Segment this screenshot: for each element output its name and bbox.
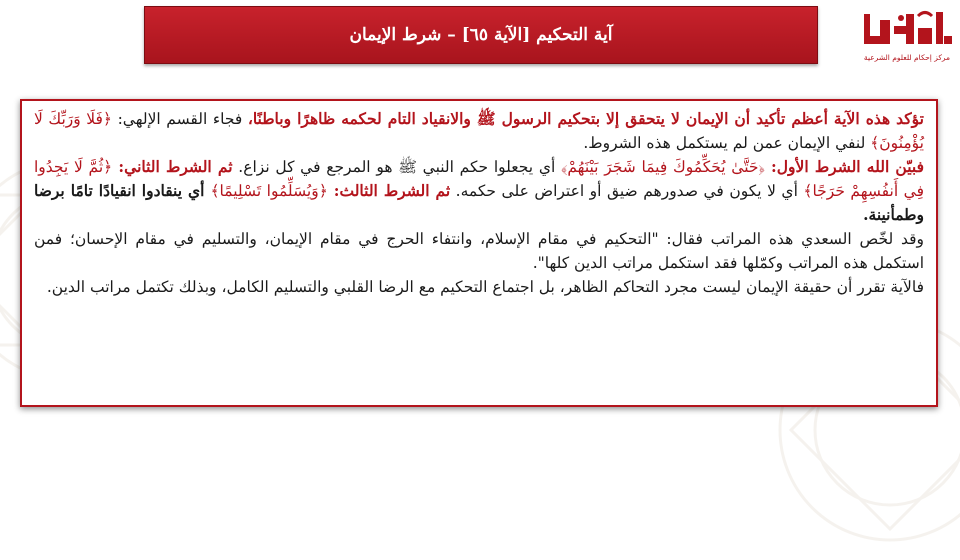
quran-verse-condition-2: ﴿ثُمَّ لَا يَجِدُوا فِي أَنفُسِهِمْ حَرَجًا﴾	[34, 158, 924, 200]
condition-3-text: أي ينقادوا انقيادًا تامًا برضا وطمأنينة.	[34, 181, 924, 224]
paragraph-intro	[34, 107, 924, 155]
brand-logo	[860, 6, 954, 72]
logo-tagline: مركز إحكام للعلوم الشرعية	[863, 53, 951, 62]
ihkam-logo-icon	[860, 6, 954, 52]
slide-title: آية التحكيم [الآية ٦٥] – شرط الإيمان	[349, 25, 613, 45]
intro-mid: فجاء القسم الإلهي:	[112, 110, 248, 128]
condition-3-label: ثم الشرط الثالث:	[327, 181, 451, 200]
intro-lead: تؤكد هذه الآية أعظم تأكيد أن الإيمان لا يتحقق إلا بتحكيم الرسول ﷺ والانقياد التام لحكمه ظاهرًا وباطنًا،	[247, 109, 925, 128]
paragraph-conditions	[34, 155, 924, 227]
content-box	[20, 99, 938, 407]
intro-end: لنفي الإيمان عمن لم يستكمل هذه الشروط.	[583, 134, 871, 152]
condition-2-text: أي لا يكون في صدورهم ضيق أو اعتراض على حكمه.	[450, 182, 804, 200]
slide-title-bar	[144, 6, 818, 64]
condition-2-label: ثم الشرط الثاني:	[112, 157, 233, 176]
condition-1-text: أي يجعلوا حكم النبي ﷺ هو المرجع في كل نزاع.	[232, 158, 561, 176]
quran-verse-oath: ﴿فَلَا وَرَبِّكَ لَا يُؤْمِنُونَ﴾	[34, 110, 924, 152]
quran-verse-condition-1: ﴿حَتَّىٰ يُحَكِّمُوكَ فِيمَا شَجَرَ بَيْنَهُمْ﴾	[560, 158, 765, 176]
paragraph-conclusion: فالآية تقرر أن حقيقة الإيمان ليست مجرد التحاكم الظاهر، بل اجتماع التحكيم مع الرضا القلبي والتسليم الكامل، وبذلك تكتمل مراتب الدين.	[46, 278, 924, 296]
condition-1-label: فبيّن الله الشرط الأول:	[764, 157, 924, 176]
paragraph-saadi-quote: وقد لخّص السعدي هذه المراتب فقال: "التحكيم في مقام الإسلام، وانتفاء الحرج في مقام الإيمان، والتسليم في مقام الإحسان؛ فمن استكمل هذه المراتب وكمّلها فقد استكمل مراتب الدين كلها".	[34, 230, 924, 272]
quran-verse-condition-3: ﴿وَيُسَلِّمُوا تَسْلِيمًا﴾	[210, 182, 328, 200]
